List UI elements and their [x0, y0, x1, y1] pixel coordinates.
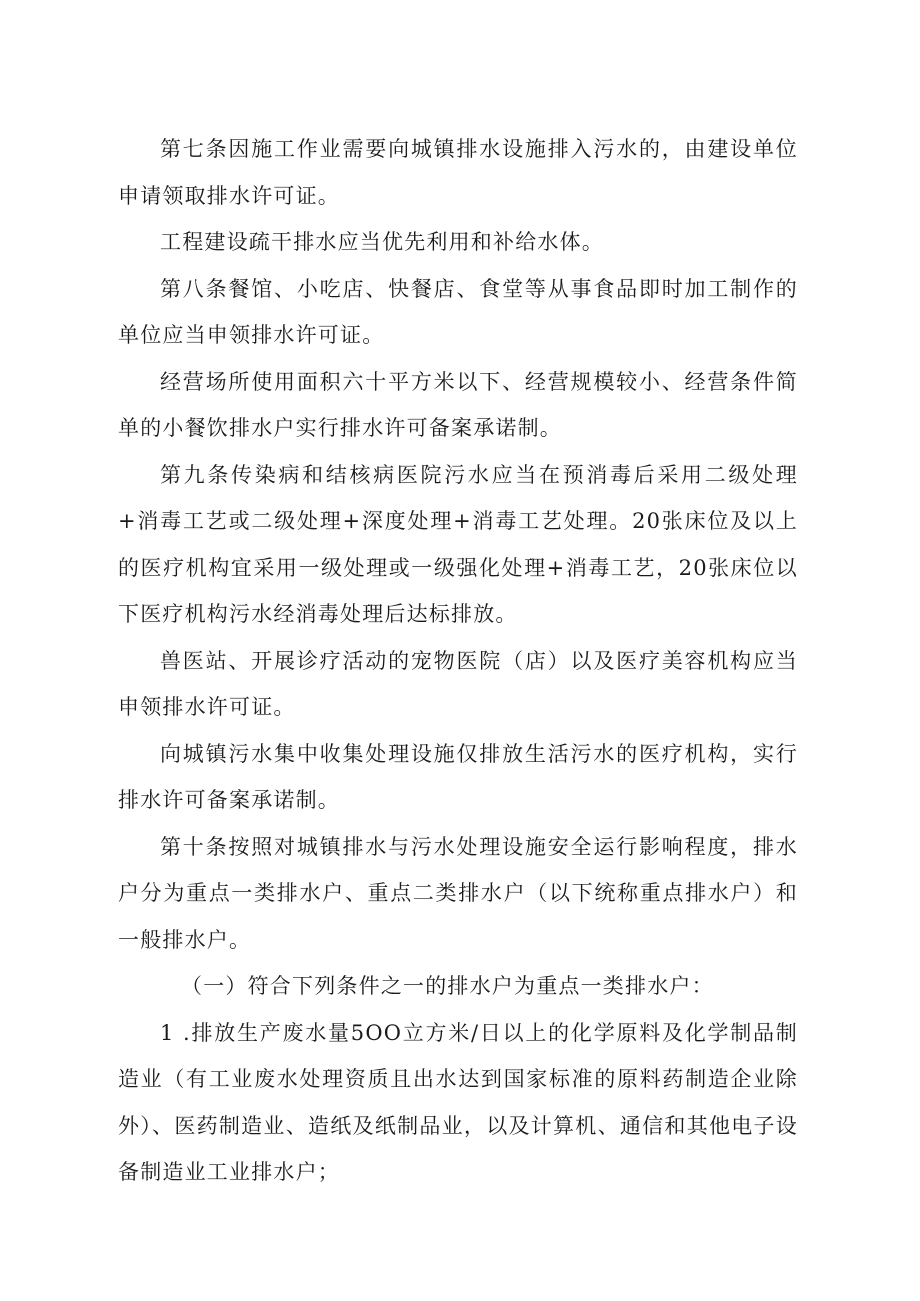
- paragraph-article-7: 第七条因施工作业需要向城镇排水设施排入污水的，由建设单位申请领取排水许可证。: [118, 137, 798, 208]
- paragraph-article-8: 第八条餐馆、小吃店、快餐店、食堂等从事食品即时加工制作的单位应当申领排水许可证。: [118, 276, 798, 347]
- paragraph-article-9: 第九条传染病和结核病医院污水应当在预消毒后采用二级处理+消毒工艺或二级处理+深度处理+消毒工艺处理。20张床位及以上的医疗机构宜采用一级处理或一级强化处理+消毒工艺，20张床位以下医疗机构污水经消毒处理后达标排放。: [118, 462, 798, 626]
- paragraph-small-catering: 经营场所使用面积六十平方米以下、经营规模较小、经营条件简单的小餐饮排水户实行排水许可备案承诺制。: [118, 369, 798, 440]
- paragraph-drainage-note: 工程建设疏干排水应当优先利用和补给水体。: [160, 230, 604, 254]
- paragraph-item-1: 1 .排放生产废水量5OO立方米/日以上的化学原料及化学制品制造业（有工业废水处理资质且出水达到国家标准的原料药制造企业除外）、医药制造业、造纸及纸制品业，以及计算机、通信和其他电子设备制造业工业排水户；: [118, 1020, 798, 1184]
- paragraph-veterinary: 兽医站、开展诊疗活动的宠物医院（店）以及医疗美容机构应当申领排水许可证。: [118, 648, 798, 719]
- paragraph-medical-domestic: 向城镇污水集中收集处理设施仅排放生活污水的医疗机构，实行排水许可备案承诺制。: [118, 741, 798, 812]
- paragraph-article-10: 第十条按照对城镇排水与污水处理设施安全运行影响程度，排水户分为重点一类排水户、重点二类排水户（以下统称重点排水户）和一般排水户。: [118, 834, 798, 952]
- document-body: [118, 126, 798, 1196]
- paragraph-class-one-heading: （一）符合下列条件之一的排水户为重点一类排水户：: [181, 974, 714, 998]
